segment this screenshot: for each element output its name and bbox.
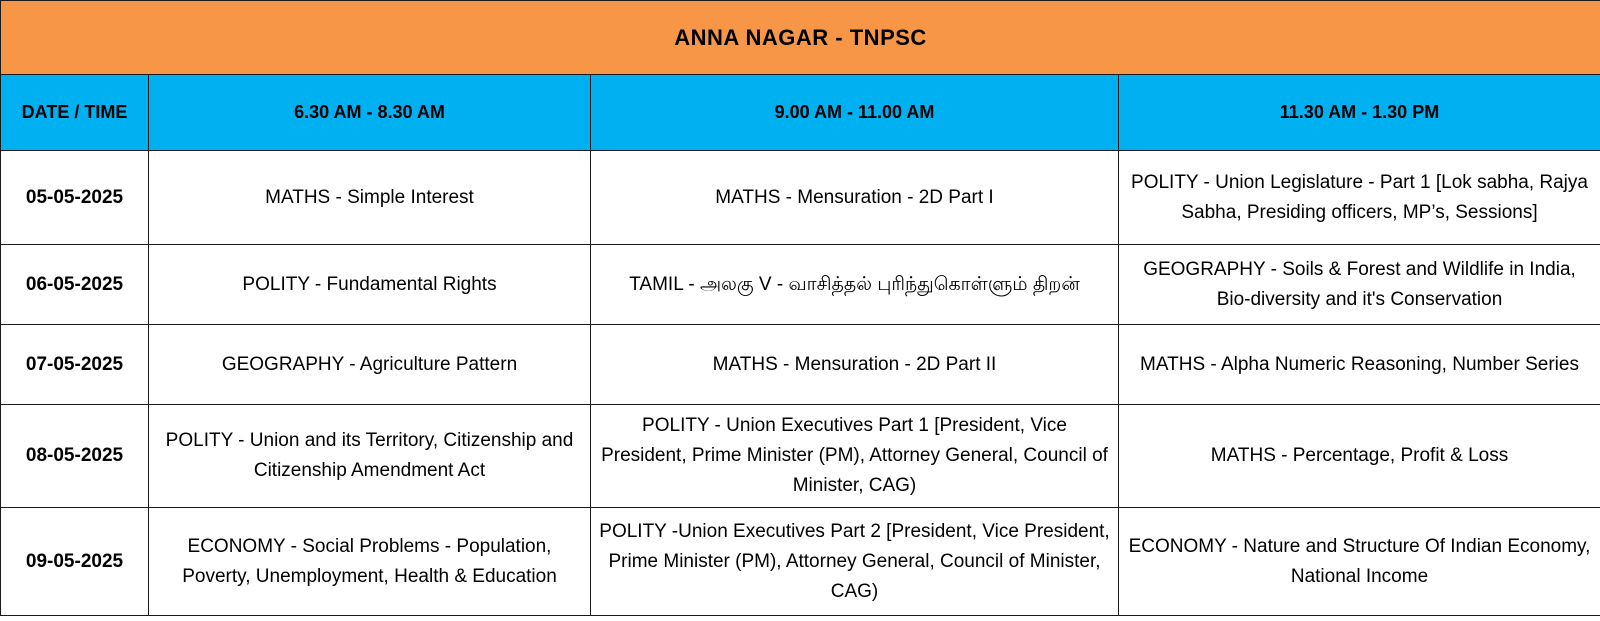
session-cell: ECONOMY - Nature and Structure Of Indian Economy, National Income — [1119, 508, 1600, 616]
session-cell: MATHS - Alpha Numeric Reasoning, Number Series — [1119, 325, 1600, 405]
date-cell: 06-05-2025 — [1, 245, 149, 325]
column-header-slot-3: 11.30 AM - 1.30 PM — [1119, 75, 1600, 151]
session-cell: POLITY -Union Executives Part 2 [President, Vice President, Prime Minister (PM), Attorney General, Council of Minister, CAG) — [591, 508, 1119, 616]
column-header-date: DATE / TIME — [1, 75, 149, 151]
header-row — [1, 75, 1600, 151]
session-cell: TAMIL - அலகு V - வாசித்தல் புரிந்துகொள்ளும் திறன் — [591, 245, 1119, 325]
table-row — [1, 508, 1600, 616]
session-cell: MATHS - Simple Interest — [149, 151, 591, 245]
date-cell: 08-05-2025 — [1, 405, 149, 508]
page-title: ANNA NAGAR - TNPSC — [1, 1, 1600, 75]
table-row — [1, 151, 1600, 245]
date-cell: 07-05-2025 — [1, 325, 149, 405]
date-cell: 05-05-2025 — [1, 151, 149, 245]
session-cell: POLITY - Union Legislature - Part 1 [Lok sabha, Rajya Sabha, Presiding officers, MP’s, Sessions] — [1119, 151, 1600, 245]
column-header-slot-2: 9.00 AM - 11.00 AM — [591, 75, 1119, 151]
session-cell: ECONOMY - Social Problems - Population, Poverty, Unemployment, Health & Education — [149, 508, 591, 616]
session-cell: MATHS - Mensuration - 2D Part II — [591, 325, 1119, 405]
session-cell: POLITY - Union Executives Part 1 [President, Vice President, Prime Minister (PM), Attorney General, Council of Minister, CAG) — [591, 405, 1119, 508]
table-row — [1, 405, 1600, 508]
column-header-slot-1: 6.30 AM - 8.30 AM — [149, 75, 591, 151]
session-cell: MATHS - Percentage, Profit & Loss — [1119, 405, 1600, 508]
date-cell: 09-05-2025 — [1, 508, 149, 616]
table-row — [1, 325, 1600, 405]
session-cell: POLITY - Union and its Territory, Citizenship and Citizenship Amendment Act — [149, 405, 591, 508]
session-cell: GEOGRAPHY - Soils & Forest and Wildlife in India, Bio-diversity and it's Conservation — [1119, 245, 1600, 325]
session-cell: MATHS - Mensuration - 2D Part I — [591, 151, 1119, 245]
session-cell: GEOGRAPHY - Agriculture Pattern — [149, 325, 591, 405]
table-row — [1, 245, 1600, 325]
title-row — [1, 1, 1600, 75]
session-cell: POLITY - Fundamental Rights — [149, 245, 591, 325]
